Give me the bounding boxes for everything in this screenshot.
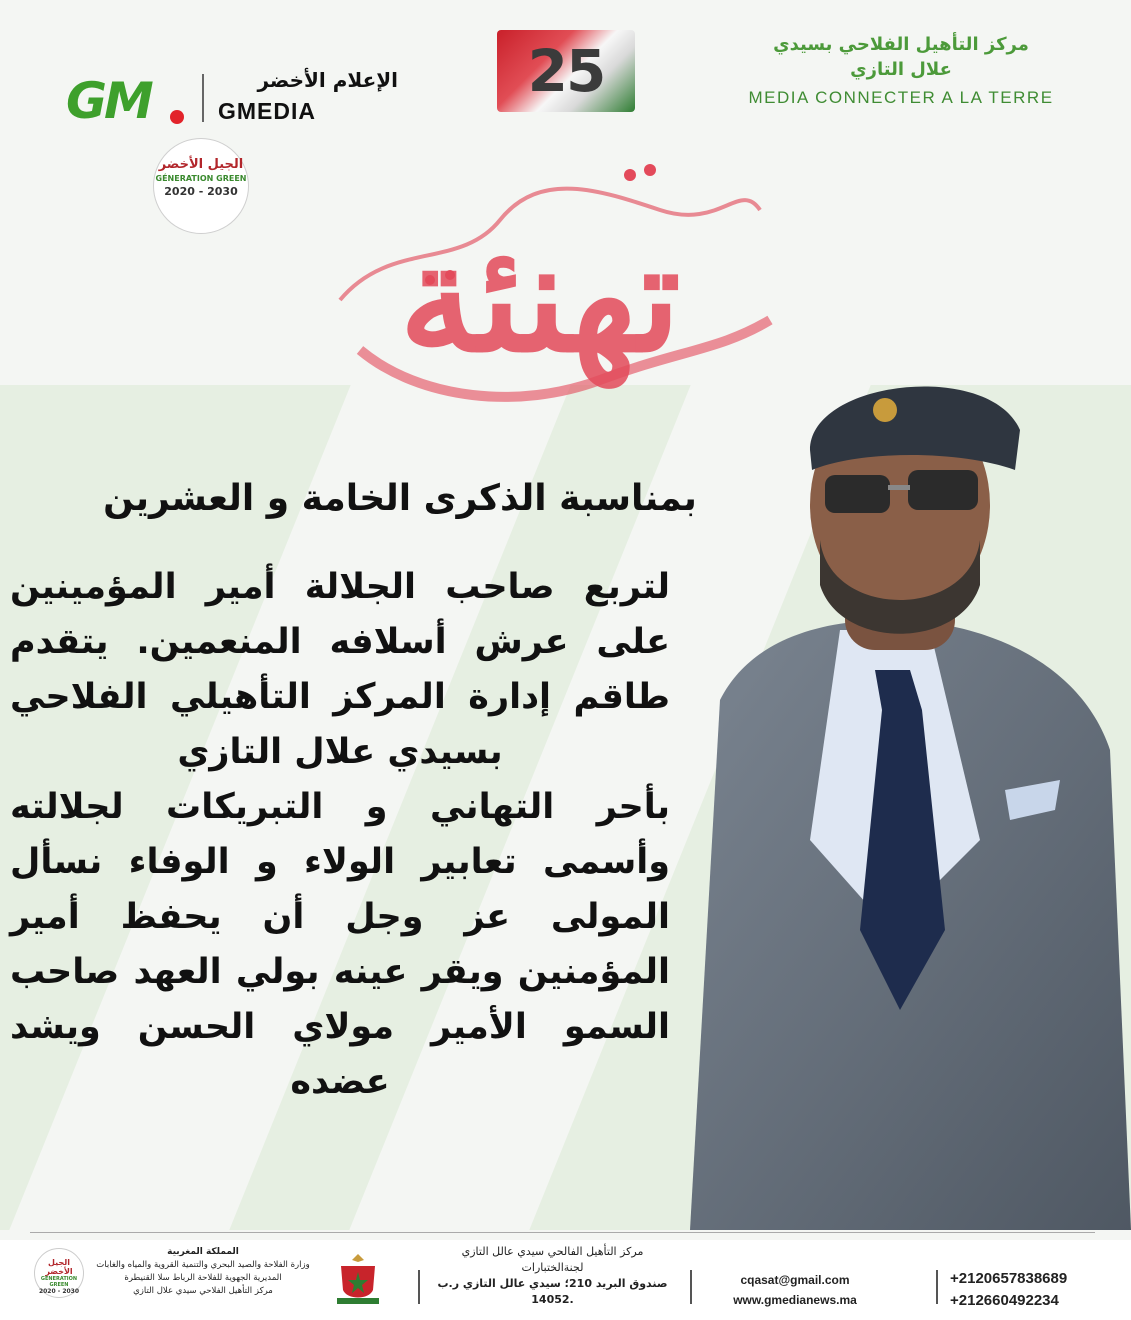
- message-paragraph: بأحر التهاني و التبريكات لجلالته وأسمى تعابير الولاء و الوفاء نسأل المولى عز وجل أن يحفظ أمير المؤمنين ويقر عينه بولي العهد صاحب السمو الأمير مولاي الحسن ويشد عضده: [10, 787, 670, 1102]
- ministry-line: وزارة الفلاحة والصيد البحري والتنمية القروية والمياه والغابات: [96, 1260, 310, 1270]
- gm-logo-mark: GM: [66, 72, 151, 130]
- footer-separator: [418, 1270, 420, 1304]
- footer-center-name: مركز التأهيل الفالحي سيدي عالل التازي: [461, 1245, 644, 1258]
- footer-phones: [950, 1268, 1100, 1312]
- footer-generation-green-logo: [34, 1248, 84, 1298]
- footer-divider: [30, 1232, 1095, 1233]
- footer-email[interactable]: cqasat@gmail.com: [740, 1273, 850, 1287]
- footer-website[interactable]: www.gmedianews.ma: [733, 1293, 857, 1307]
- anniversary-badge: [497, 30, 635, 112]
- gen-green-years: 2020 - 2030: [164, 185, 238, 198]
- logo-arabic-text: الإعلام الأخضر: [257, 68, 398, 92]
- footer-gen-years: 2020 - 2030: [38, 1288, 80, 1295]
- footer-contact: [705, 1270, 885, 1310]
- moroccan-coat-of-arms-icon: [333, 1250, 383, 1308]
- footer-separator: [690, 1270, 692, 1304]
- ministry-block: [88, 1246, 318, 1298]
- message-paragraph: لتربع صاحب الجلالة أمير المؤمينين على عرش أسلافه المنعمين. يتقدم طاقم إدارة المركز التأهيلي الفلاحي بسيدي علال التازي: [10, 567, 670, 772]
- footer-gen-fr: GÉNERATION GREEN: [40, 1276, 78, 1288]
- ministry-line: مركز التأهيل الفلاحي سيدي علال التازي: [133, 1286, 273, 1296]
- message-body: [10, 560, 670, 1110]
- footer-address: صندوق البريد 210؛ سيدي عالل التازي ر.ب: [437, 1277, 668, 1290]
- logo-english-text: GMEDIA: [218, 98, 316, 124]
- footer-postal-code: 14052.: [531, 1293, 574, 1306]
- logo-divider: [202, 74, 204, 122]
- gen-green-fr: GÉNERATION GREEN: [155, 174, 247, 183]
- calligraphy-title: تهنئة: [399, 210, 681, 386]
- gen-green-ar: الجيل الأخضر: [158, 157, 244, 172]
- center-name-block: [736, 34, 1066, 108]
- center-name-line1: مركز التأهيل الفلاحي بسيدي: [773, 34, 1029, 55]
- footer-phone[interactable]: +2120657838689: [950, 1270, 1068, 1287]
- anniversary-number: 25: [527, 37, 605, 105]
- footer-committee: لجنةالختبارات: [521, 1261, 584, 1274]
- logo-dot: [170, 110, 184, 124]
- footer-center-info: [425, 1244, 680, 1308]
- gmedia-logo: [66, 68, 396, 128]
- center-name-line2: علال التازي: [850, 59, 952, 80]
- footer: [0, 1240, 1131, 1320]
- ministry-title: المملكة المغربية: [167, 1247, 239, 1257]
- footer-separator: [936, 1270, 938, 1304]
- footer-gen-ar: الجيل الأخضر: [45, 1258, 73, 1276]
- ministry-line: المديرية الجهوية للفلاحة الرباط سلا القنيطرة: [124, 1273, 282, 1283]
- message-headline: بمناسبة الذكرى الخامة و العشرين: [103, 478, 697, 519]
- generation-green-logo: [153, 138, 249, 234]
- footer-phone[interactable]: +212660492234: [950, 1292, 1059, 1309]
- center-tagline: MEDIA CONNECTER A LA TERRE: [748, 88, 1054, 107]
